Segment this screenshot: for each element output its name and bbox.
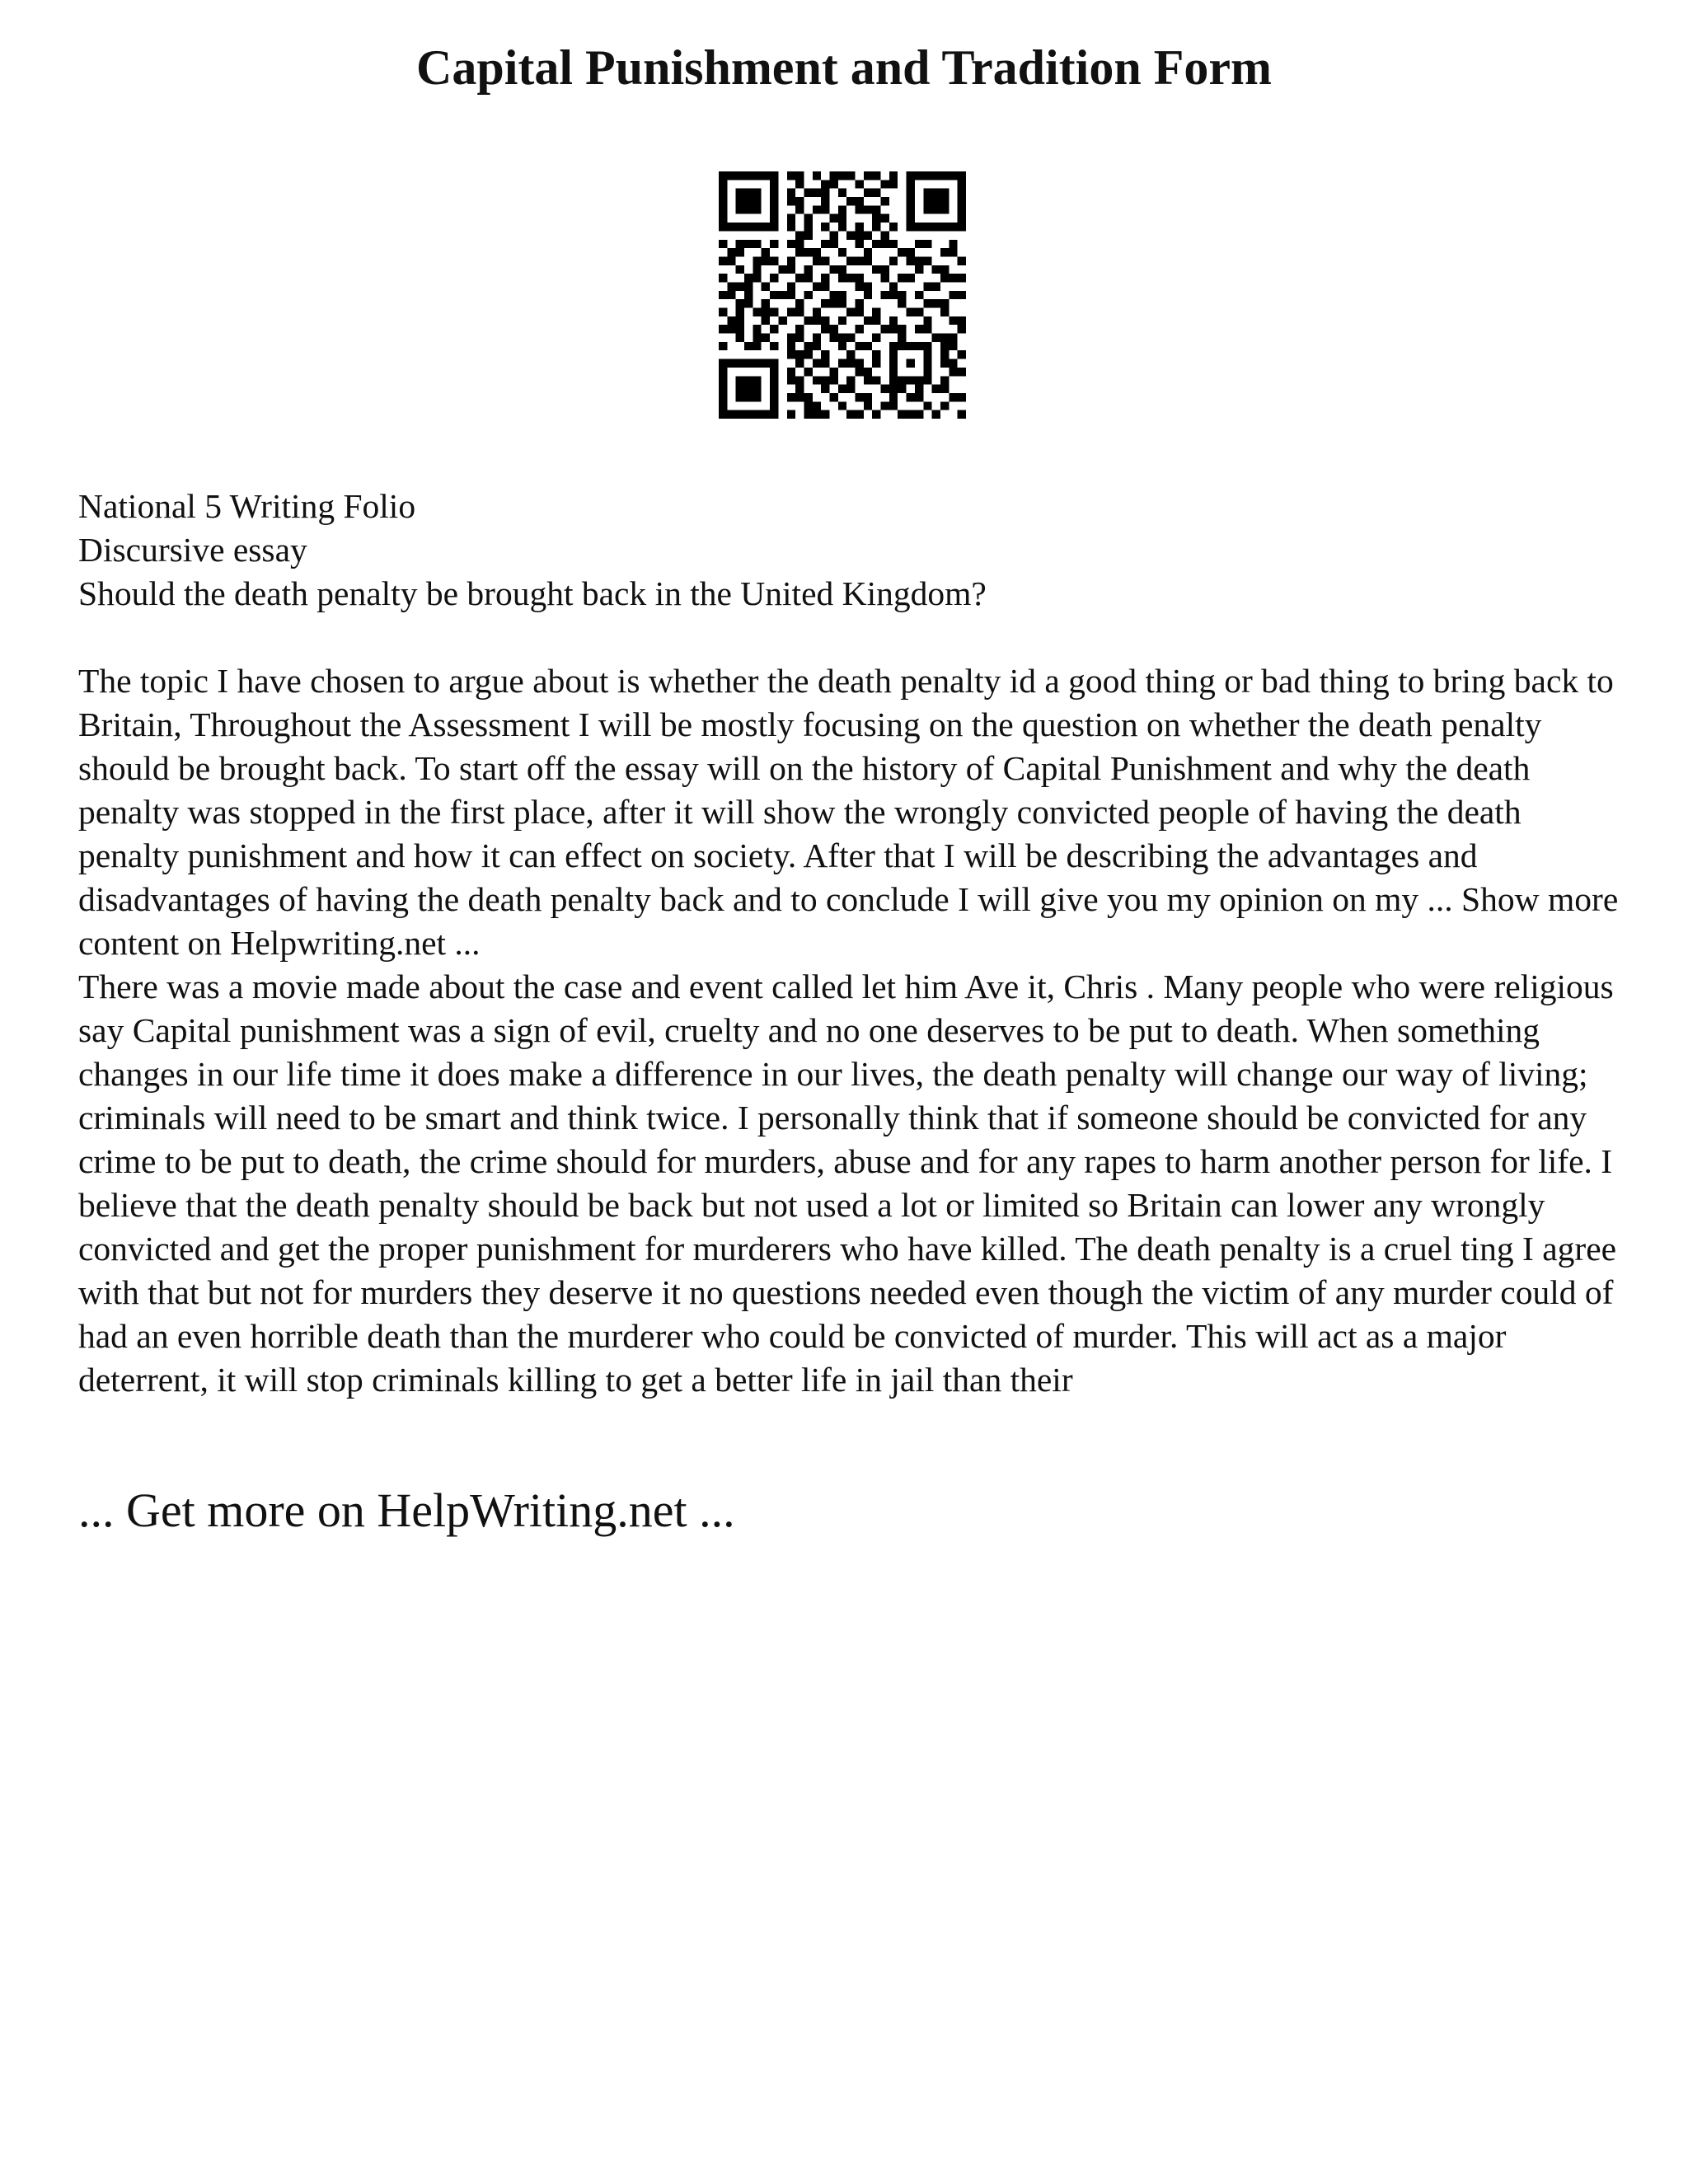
document-title: Capital Punishment and Tradition Form — [416, 40, 1272, 95]
course-label: National 5 Writing Folio — [78, 487, 416, 525]
get-more-link[interactable]: ... Get more on HelpWriting.net ... — [78, 1483, 735, 1537]
essay-type-label: Discursive essay — [78, 531, 307, 569]
essay-question: Should the death penalty be brought back in the United Kingdom? — [78, 574, 987, 612]
spacer — [78, 616, 1628, 659]
essay-paragraph-1: The topic I have chosen to argue about is whether the death penalty id a good thing or bad thing to bring back to Britain, Throughout the Assessment I will be mostly focusing on the question on whether the death penalty should be brought back. To start off the essay will on the history of Capital Punishment and why the death penalty was stopped in the first place, after it will show the wrongly convicted people of having the death penalty punishment and how it can effect on society. After that I will be describing the advantages and disadvantages of having the death penalty back and to conclude I will give you my opinion on my ... Show more content on Helpwriting.net ... — [78, 662, 1619, 962]
essay-paragraph-2: There was a movie made about the case and event called let him Ave it, Chris . Many people who were religious say Capital punishment was a sign of evil, cruelty and no one deserves to be put to death. When something changes in our life time it does make a difference in our lives, the death penalty will change our way of living; criminals will need to be smart and think twice. I personally think that if someone should be convicted for any crime to be put to death, the crime should for murders, abuse and for any rapes to harm another person for life. I believe that the death penalty should be back but not used a lot or limited so Britain can lower any wrongly convicted and get the proper punishment for murderers who have killed. The death penalty is a cruel ting I agree with that but not for murders they deserve it no questions needed even though the victim of any murder could of had an even horrible death than the murderer who could be convicted of murder. This will act as a major deterrent, it will stop criminals killing to get a better life in jail than their — [78, 968, 1617, 1399]
qr-code-icon — [719, 171, 966, 419]
essay-body — [78, 485, 1628, 1402]
qr-code-graphic — [719, 171, 966, 419]
